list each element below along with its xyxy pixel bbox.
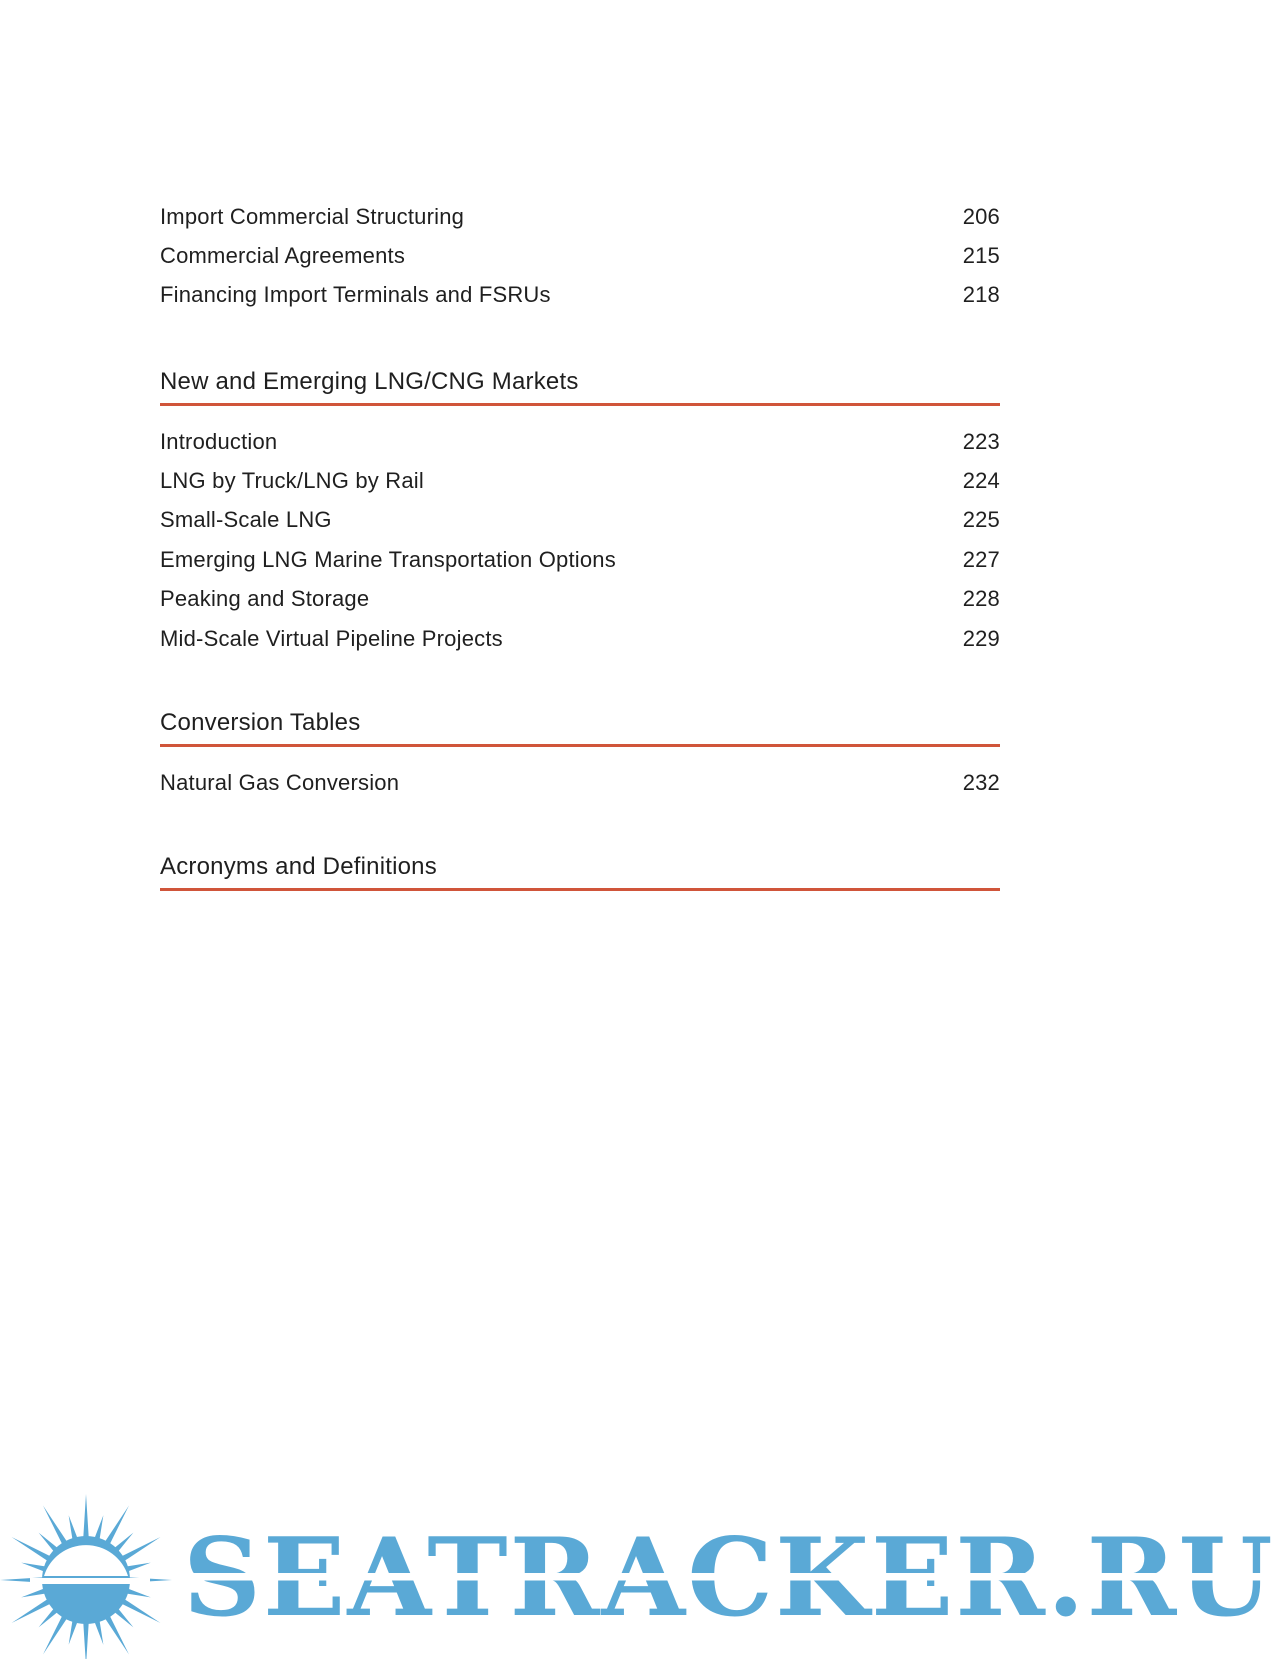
toc-page [160,0,1000,1659]
toc-entry[interactable] [160,624,1000,654]
toc-entry-page: 229 [962,626,1000,651]
section-heading: New and Emerging LNG/CNG Markets [160,368,579,395]
toc-entry-page: 206 [962,204,1000,229]
toc-entry-page: 223 [962,429,1000,454]
section-divider [160,744,1000,747]
toc-entry-label: LNG by Truck/LNG by Rail [160,468,424,493]
toc-entry[interactable] [160,505,1000,535]
toc-entry-label: Peaking and Storage [160,586,370,611]
toc-entry[interactable] [160,280,1000,310]
toc-entry[interactable] [160,545,1000,575]
sun-icon [0,1480,180,1659]
section-divider [160,403,1000,406]
toc-entry[interactable] [160,427,1000,457]
watermark-text: SEATRACKER.RU [183,1515,1275,1641]
section-divider [160,888,1000,891]
toc-entry-page: 218 [962,282,1000,307]
toc-entry-label: Commercial Agreements [160,243,406,268]
toc-entry[interactable] [160,202,1000,232]
sun-ray [83,1494,89,1540]
toc-entry-label: Natural Gas Conversion [160,770,400,795]
toc-entry[interactable] [160,768,1000,798]
toc-entry-page: 228 [962,586,1000,611]
toc-entry-label: Introduction [160,429,278,454]
watermark [0,1480,1275,1659]
toc-entry[interactable] [160,466,1000,496]
section-heading: Conversion Tables [160,709,361,736]
toc-entry-label: Emerging LNG Marine Transportation Options [160,547,616,572]
toc-entry-label: Small-Scale LNG [160,507,332,532]
toc-entry-page: 215 [962,243,1000,268]
toc-entry-page: 225 [962,507,1000,532]
toc-entry[interactable] [160,241,1000,271]
toc-entry-label: Mid-Scale Virtual Pipeline Projects [160,626,503,651]
toc-entry-page: 224 [962,468,1000,493]
toc-entry-page: 232 [962,770,1000,795]
toc-entry-label: Import Commercial Structuring [160,204,465,229]
toc-entry[interactable] [160,584,1000,614]
toc-entry-label: Financing Import Terminals and FSRUs [160,282,551,307]
section-heading: Acronyms and Definitions [160,853,437,880]
toc-entry-page: 227 [962,547,1000,572]
sun-ray [83,1620,89,1659]
